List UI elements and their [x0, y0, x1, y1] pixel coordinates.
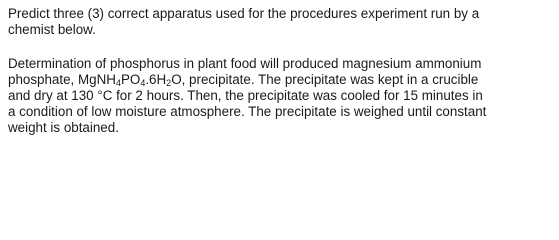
passage-text: PO [120, 72, 141, 87]
passage-line: weight is obtained. [8, 120, 119, 135]
procedure-passage [8, 56, 553, 136]
passage-line: and dry at 130 °C for 2 hours. Then, the precipitate was cooled for 15 minutes in [8, 88, 483, 103]
subscript: 4 [115, 78, 121, 88]
passage-line: a condition of low moisture atmosphere. The precipitate is weighed until constant [8, 104, 487, 119]
subscript: 2 [166, 78, 172, 88]
passage-line: Determination of phosphorus in plant food will produced magnesium ammonium [8, 56, 482, 71]
passage-text: .6H [145, 72, 167, 87]
question-text [8, 6, 553, 38]
passage-line [8, 72, 553, 88]
document [8, 6, 553, 136]
passage-text: O, precipitate. The precipitate was kept in a crucible [171, 72, 479, 87]
question-line: chemist below. [8, 22, 96, 37]
question-line: Predict three (3) correct apparatus used for the procedures experiment run by a [8, 6, 480, 21]
passage-text: phosphate, MgNH [8, 72, 116, 87]
subscript: 4 [140, 78, 146, 88]
